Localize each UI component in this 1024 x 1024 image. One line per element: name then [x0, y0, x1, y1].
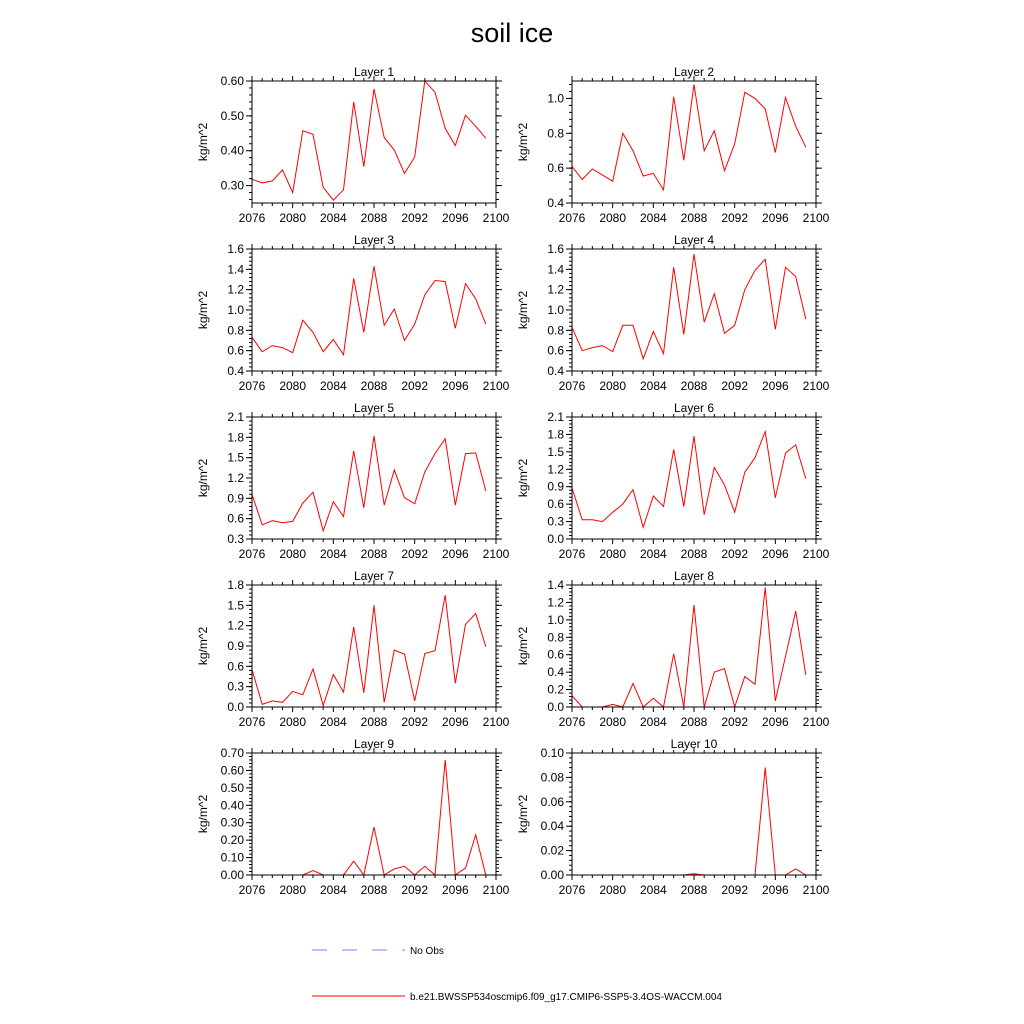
panel-title: Layer 8 [673, 569, 715, 583]
plot-frame [572, 249, 816, 371]
y-tick-label: 1.0 [547, 91, 564, 106]
y-tick-label: 0.6 [227, 659, 244, 674]
x-tick-label: 2076 [238, 211, 266, 225]
series-line [252, 81, 486, 200]
panel-layer-9 [196, 737, 510, 897]
y-tick-label: 1.0 [547, 303, 564, 317]
y-tick-label: 1.8 [547, 427, 564, 442]
x-tick-label: 2088 [360, 379, 388, 393]
x-tick-label: 2100 [482, 547, 510, 561]
plot-frame [252, 585, 496, 707]
y-tick-label: 0.40 [220, 143, 244, 158]
x-tick-label: 2084 [319, 211, 347, 225]
series-line [572, 588, 806, 707]
legend-label: No Obs [410, 946, 444, 957]
x-tick-label: 2088 [360, 883, 388, 897]
x-tick-label: 2100 [482, 211, 510, 225]
panels-grid [196, 65, 830, 897]
y-tick-label: 1.8 [227, 430, 244, 445]
y-tick-label: 0.0 [227, 700, 244, 714]
y-axis-label: kg/m^2 [196, 122, 210, 162]
x-tick-label: 2100 [482, 883, 510, 897]
y-tick-label: 0.3 [227, 532, 244, 546]
plot-frame [252, 753, 496, 875]
y-tick-label: 1.2 [227, 471, 244, 485]
y-tick-label: 0.60 [220, 763, 244, 778]
y-tick-label: 1.4 [547, 578, 564, 592]
figure-title: soil ice [470, 18, 554, 48]
y-tick-label: 0.8 [227, 323, 244, 338]
series-line [572, 254, 806, 359]
y-tick-label: 0.3 [227, 679, 244, 694]
y-tick-label: 1.5 [547, 444, 564, 459]
plot-frame [572, 81, 816, 203]
y-tick-label: 0.60 [220, 74, 244, 88]
x-tick-label: 2092 [721, 547, 749, 561]
y-axis-label: kg/m^2 [516, 626, 530, 666]
y-tick-label: 0.30 [220, 815, 244, 830]
x-tick-label: 2096 [441, 211, 469, 225]
x-tick-label: 2084 [639, 715, 667, 729]
panel-title: Layer 10 [670, 737, 718, 751]
y-tick-label: 1.0 [227, 303, 244, 317]
panel-title: Layer 2 [673, 65, 715, 79]
x-tick-label: 2096 [761, 715, 789, 729]
y-tick-label: 0.9 [547, 479, 564, 494]
x-tick-label: 2096 [441, 883, 469, 897]
x-tick-label: 2088 [360, 547, 388, 561]
y-tick-label: 1.5 [227, 598, 244, 613]
x-tick-label: 2100 [802, 547, 830, 561]
y-tick-label: 1.5 [227, 450, 244, 465]
y-axis-label: kg/m^2 [196, 290, 210, 330]
x-tick-label: 2092 [401, 379, 429, 393]
panel-title: Layer 6 [673, 401, 715, 415]
x-tick-label: 2080 [599, 715, 627, 729]
series-line [572, 768, 806, 875]
y-tick-label: 0.50 [220, 780, 244, 795]
panel-layer-5 [196, 401, 510, 561]
y-tick-label: 1.4 [227, 262, 244, 277]
x-tick-label: 2076 [238, 883, 266, 897]
y-tick-label: 0.06 [540, 794, 564, 809]
panel-layer-7 [196, 569, 510, 729]
y-tick-label: 2.1 [227, 410, 244, 424]
legend-item [312, 946, 444, 957]
y-tick-label: 0.0 [547, 532, 564, 546]
x-tick-label: 2076 [558, 211, 586, 225]
y-tick-label: 0.9 [227, 491, 244, 506]
panel-title: Layer 7 [353, 569, 395, 583]
x-tick-label: 2084 [639, 211, 667, 225]
y-tick-label: 0.10 [540, 746, 564, 760]
y-tick-label: 0.4 [547, 364, 564, 378]
y-tick-label: 1.2 [547, 462, 564, 477]
y-tick-label: 0.6 [547, 497, 564, 512]
y-tick-label: 1.2 [227, 282, 244, 297]
y-tick-label: 1.0 [547, 612, 564, 627]
y-tick-label: 0.50 [220, 108, 244, 123]
panel-layer-1 [196, 65, 510, 225]
x-tick-label: 2080 [279, 211, 307, 225]
plot-frame [252, 417, 496, 539]
panel-layer-10 [516, 737, 830, 897]
x-tick-label: 2084 [639, 883, 667, 897]
panel-layer-3 [196, 233, 510, 393]
x-tick-label: 2084 [639, 547, 667, 561]
x-tick-label: 2096 [441, 379, 469, 393]
y-tick-label: 1.2 [547, 282, 564, 297]
x-tick-label: 2092 [401, 883, 429, 897]
y-tick-label: 0.4 [227, 364, 244, 378]
y-tick-label: 1.2 [227, 618, 244, 633]
x-tick-label: 2084 [319, 547, 347, 561]
x-tick-label: 2076 [238, 715, 266, 729]
y-tick-label: 0.00 [540, 868, 564, 882]
legend-item [312, 992, 722, 1003]
y-tick-label: 1.8 [227, 578, 244, 592]
x-tick-label: 2088 [360, 211, 388, 225]
x-tick-label: 2080 [279, 883, 307, 897]
x-tick-label: 2100 [802, 715, 830, 729]
legend-label: b.e21.BWSSP534oscmip6.f09_g17.CMIP6-SSP5-3.4OS-WACCM.004 [410, 992, 722, 1003]
y-tick-label: 0.6 [547, 647, 564, 662]
y-tick-label: 0.3 [547, 514, 564, 529]
panel-title: Layer 1 [353, 65, 395, 79]
y-axis-label: kg/m^2 [196, 626, 210, 666]
y-tick-label: 0.0 [547, 700, 564, 714]
panel-layer-4 [516, 233, 830, 393]
x-tick-label: 2096 [761, 883, 789, 897]
x-tick-label: 2076 [558, 715, 586, 729]
x-tick-label: 2092 [721, 715, 749, 729]
x-tick-label: 2092 [401, 547, 429, 561]
y-tick-label: 0.8 [547, 630, 564, 645]
x-tick-label: 2080 [599, 211, 627, 225]
panel-title: Layer 9 [353, 737, 395, 751]
x-tick-label: 2096 [441, 547, 469, 561]
y-tick-label: 0.30 [220, 178, 244, 193]
x-tick-label: 2096 [761, 379, 789, 393]
x-tick-label: 2092 [721, 211, 749, 225]
x-tick-label: 2096 [761, 547, 789, 561]
x-tick-label: 2084 [319, 715, 347, 729]
y-axis-label: kg/m^2 [516, 290, 530, 330]
y-tick-label: 0.02 [540, 843, 564, 858]
x-tick-label: 2088 [680, 715, 708, 729]
x-tick-label: 2084 [319, 379, 347, 393]
y-axis-label: kg/m^2 [516, 458, 530, 498]
panel-layer-2 [516, 65, 830, 225]
series-line [572, 85, 806, 190]
y-tick-label: 0.6 [547, 161, 564, 176]
y-tick-label: 1.4 [547, 262, 564, 277]
x-tick-label: 2088 [680, 883, 708, 897]
y-tick-label: 2.1 [547, 410, 564, 424]
y-tick-label: 0.10 [220, 850, 244, 865]
series-line [572, 432, 806, 528]
plot-frame [572, 753, 816, 875]
y-tick-label: 1.6 [227, 242, 244, 256]
x-tick-label: 2100 [802, 379, 830, 393]
x-tick-label: 2076 [238, 547, 266, 561]
x-tick-label: 2096 [761, 211, 789, 225]
x-tick-label: 2080 [279, 379, 307, 393]
x-tick-label: 2092 [721, 883, 749, 897]
plot-frame [252, 81, 496, 203]
panel-layer-8 [516, 569, 830, 729]
panel-layer-6 [516, 401, 830, 561]
y-tick-label: 0.20 [220, 833, 244, 848]
x-tick-label: 2088 [360, 715, 388, 729]
x-tick-label: 2100 [802, 211, 830, 225]
plot-frame [572, 585, 816, 707]
y-tick-label: 0.8 [547, 126, 564, 141]
y-tick-label: 0.40 [220, 798, 244, 813]
x-tick-label: 2080 [279, 547, 307, 561]
series-line [252, 760, 486, 875]
x-tick-label: 2092 [401, 715, 429, 729]
x-tick-label: 2080 [599, 883, 627, 897]
y-tick-label: 0.8 [547, 323, 564, 338]
series-line [252, 266, 486, 354]
y-tick-label: 0.6 [227, 511, 244, 526]
x-tick-label: 2096 [441, 715, 469, 729]
y-tick-label: 1.2 [547, 595, 564, 610]
x-tick-label: 2088 [680, 211, 708, 225]
panel-title: Layer 4 [673, 233, 715, 247]
y-tick-label: 0.6 [547, 343, 564, 358]
series-line [252, 595, 486, 705]
y-tick-label: 0.08 [540, 770, 564, 785]
y-axis-label: kg/m^2 [196, 794, 210, 834]
y-axis-label: kg/m^2 [196, 458, 210, 498]
panel-title: Layer 3 [353, 233, 395, 247]
x-tick-label: 2100 [482, 379, 510, 393]
y-tick-label: 0.00 [220, 868, 244, 882]
y-axis-label: kg/m^2 [516, 122, 530, 162]
x-tick-label: 2076 [238, 379, 266, 393]
x-tick-label: 2084 [639, 379, 667, 393]
y-tick-label: 0.6 [227, 343, 244, 358]
x-tick-label: 2100 [482, 715, 510, 729]
x-tick-label: 2088 [680, 547, 708, 561]
x-tick-label: 2092 [721, 379, 749, 393]
y-tick-label: 0.04 [540, 819, 564, 834]
x-tick-label: 2076 [558, 547, 586, 561]
x-tick-label: 2076 [558, 883, 586, 897]
x-tick-label: 2084 [319, 883, 347, 897]
legend [312, 946, 722, 1003]
y-tick-label: 0.4 [547, 196, 564, 210]
x-tick-label: 2080 [279, 715, 307, 729]
y-tick-label: 0.2 [547, 682, 564, 697]
y-tick-label: 0.9 [227, 639, 244, 653]
y-tick-label: 0.70 [220, 746, 244, 760]
panel-title: Layer 5 [353, 401, 395, 415]
x-tick-label: 2080 [599, 547, 627, 561]
y-tick-label: 0.4 [547, 665, 564, 680]
x-tick-label: 2088 [680, 379, 708, 393]
x-tick-label: 2100 [802, 883, 830, 897]
y-axis-label: kg/m^2 [516, 794, 530, 834]
x-tick-label: 2080 [599, 379, 627, 393]
series-line [252, 436, 486, 531]
x-tick-label: 2092 [401, 211, 429, 225]
x-tick-label: 2076 [558, 379, 586, 393]
y-tick-label: 1.6 [547, 242, 564, 256]
